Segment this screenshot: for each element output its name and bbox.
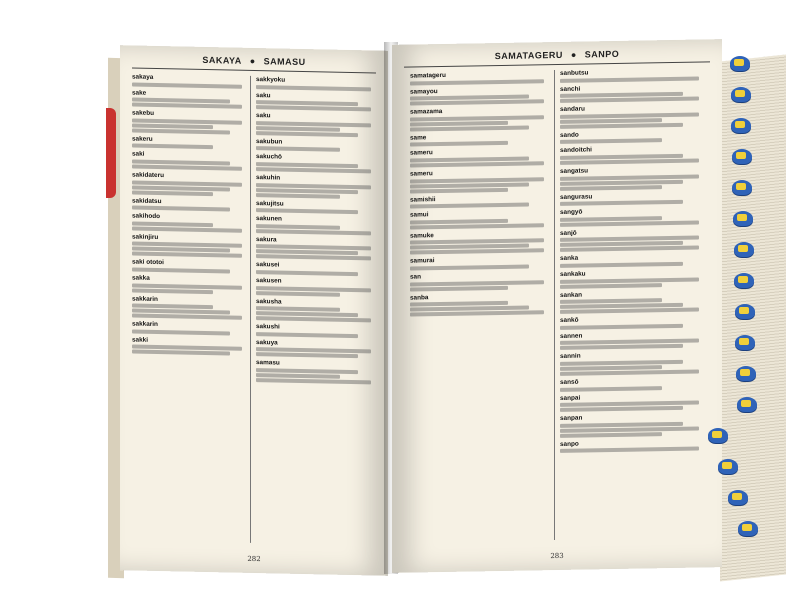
entry-headword: samui [410, 211, 429, 219]
entry-headword: sanbutsu [560, 69, 589, 77]
dictionary-entry [132, 295, 247, 320]
dictionary-entry [560, 129, 705, 144]
entry-headword: sakihodo [132, 212, 161, 221]
column-divider [554, 70, 555, 540]
dictionary-entry [560, 227, 705, 252]
dictionary-entry [560, 330, 705, 350]
header-rule [132, 67, 376, 73]
entry-headword: sakka [132, 274, 150, 282]
definition-line [560, 406, 683, 412]
tab-label-icon [734, 59, 744, 66]
dictionary-entry [132, 135, 247, 150]
thumb-index-tab [728, 490, 748, 505]
definition-line [410, 99, 544, 105]
definition-line [256, 229, 371, 235]
definition-line [560, 200, 683, 206]
dictionary-entry [560, 67, 705, 82]
right-page-column-1 [410, 70, 550, 320]
entry-headword: sakidateru [132, 171, 164, 180]
dictionary-entry [132, 259, 247, 274]
definition-line [132, 226, 242, 232]
dictionary-entry [132, 274, 247, 294]
entry-headword: sando [560, 131, 579, 139]
entry-headword: sakushi [256, 323, 280, 331]
entry-headword: sankō [560, 316, 579, 325]
dictionary-entry [132, 89, 247, 109]
dictionary-entry [256, 153, 376, 173]
dictionary-entry [560, 376, 705, 391]
dictionary-entry [560, 191, 705, 206]
thumb-index-tab [734, 273, 754, 288]
definition-line [256, 193, 340, 199]
dictionary-entry [256, 277, 376, 297]
dictionary-entry [256, 200, 376, 215]
left-page-column-2 [256, 76, 376, 387]
definition-line [410, 310, 544, 316]
thumb-index-tab [731, 87, 751, 102]
definition-line [132, 103, 242, 109]
definition-line [560, 139, 662, 145]
definition-line [410, 187, 508, 193]
definition-line [410, 125, 529, 131]
entry-headword: sanka [560, 254, 579, 263]
definition-line [256, 378, 371, 384]
entry-headword: sanpan [560, 414, 583, 423]
definition-line [560, 344, 683, 350]
page-number: 282 [247, 554, 261, 564]
dictionary-entry [132, 151, 247, 171]
entry-headword: sangatsu [560, 167, 589, 175]
entry-headword: sanjō [560, 229, 577, 237]
definition-line [560, 97, 699, 103]
entry-headword: samurai [410, 257, 435, 265]
dictionary-entry [560, 392, 705, 412]
dictionary-entry [132, 233, 247, 258]
entry-headword: sakusha [256, 297, 282, 306]
entry-headword: samishii [410, 195, 436, 204]
left-page [120, 45, 388, 576]
right-page-column-2 [560, 67, 705, 456]
definition-line [410, 141, 508, 147]
dictionary-entry [410, 86, 550, 106]
left-running-header: SAKAYA ● SAMASU [202, 54, 306, 68]
entry-headword: samatageru [410, 71, 446, 80]
definition-line [132, 314, 242, 320]
dictionary-entry [256, 236, 376, 261]
dictionary-entry [560, 268, 705, 288]
tab-label-icon [732, 493, 742, 500]
dictionary-entry [410, 194, 550, 209]
dictionary-entry [256, 359, 376, 384]
dictionary-entry [560, 438, 705, 453]
thumb-index-tab [735, 335, 755, 350]
entry-headword: sakinjiru [132, 233, 159, 241]
definition-line [132, 288, 213, 294]
dictionary-entry [410, 147, 550, 167]
entry-headword: sakusen [256, 276, 282, 285]
thumb-index-tab [733, 211, 753, 226]
definition-line [132, 206, 230, 212]
definition-line [132, 144, 213, 150]
definition-line [410, 203, 529, 209]
dictionary-entry [560, 289, 705, 314]
definition-line [256, 254, 371, 260]
entry-headword: saki ototoi [132, 258, 164, 267]
dictionary-entry [410, 209, 550, 229]
tab-label-icon [740, 369, 750, 376]
tab-label-icon [722, 462, 732, 469]
definition-line [410, 249, 544, 255]
dictionary-entry [256, 215, 376, 235]
entry-headword: samayou [410, 87, 438, 96]
entry-headword: samasu [256, 359, 280, 367]
thumb-index-tabs [700, 56, 790, 576]
dictionary-entry [256, 261, 376, 276]
entry-headword: saki [132, 150, 145, 159]
entry-headword: sameru [410, 149, 433, 157]
entry-headword: sakura [256, 235, 277, 244]
dictionary-entry [410, 230, 550, 255]
thumb-index-tab [730, 56, 750, 71]
entry-headword: sakkarin [132, 294, 158, 303]
dictionary-entry [560, 413, 705, 438]
entry-headword: sakujitsu [256, 199, 284, 208]
entry-headword: sakaya [132, 73, 154, 81]
dictionary-entry [256, 112, 376, 137]
dictionary-entry [560, 145, 705, 165]
tab-label-icon [739, 307, 749, 314]
page-number: 283 [550, 551, 564, 561]
definition-line [132, 252, 242, 258]
definition-line [560, 185, 662, 191]
dictionary-entry [256, 138, 376, 153]
entry-headword: sanchi [560, 85, 581, 93]
entry-headword: sakuya [256, 338, 278, 347]
right-running-header: SAMATAGERU ● SANPO [494, 48, 620, 62]
tab-label-icon [742, 524, 752, 531]
definition-line [132, 190, 213, 196]
dictionary-entry [132, 73, 247, 88]
entry-headword: san [410, 273, 422, 281]
definition-line [132, 267, 230, 273]
entry-headword: sakubun [256, 137, 283, 146]
dictionary-entry [560, 83, 705, 103]
dictionary-entry [410, 255, 550, 270]
definition-line [410, 285, 508, 291]
entry-headword: sakebu [132, 109, 155, 118]
definition-line [256, 332, 358, 338]
dictionary-entry [132, 110, 247, 135]
tab-label-icon [738, 245, 748, 252]
definition-line [560, 432, 662, 438]
definition-line [560, 262, 683, 268]
definition-line [410, 182, 529, 188]
dictionary-entry [410, 168, 550, 193]
entry-headword: sandoitchi [560, 146, 592, 155]
thumb-index-tab [738, 521, 758, 536]
thumb-index-tab [731, 118, 751, 133]
dictionary-entry [560, 315, 705, 330]
tab-label-icon [736, 152, 746, 159]
tab-label-icon [735, 121, 745, 128]
entry-headword: sameru [410, 170, 433, 178]
definition-line [560, 123, 683, 129]
definition-line [256, 146, 340, 152]
entry-headword: sakidatsu [132, 197, 162, 205]
thumb-index-tab [735, 304, 755, 319]
entry-headword: saku [256, 91, 271, 99]
definition-line [256, 270, 358, 276]
definition-line [256, 105, 371, 111]
definition-line [132, 128, 230, 134]
tab-label-icon [741, 400, 751, 407]
definition-line [560, 324, 683, 330]
entry-headword: sandaru [560, 105, 585, 114]
definition-line [256, 208, 358, 214]
dictionary-entry [560, 351, 705, 376]
definition-line [560, 386, 662, 392]
dictionary-entry [256, 76, 376, 91]
thumb-index-tab [708, 428, 728, 443]
thumb-index-tab [718, 459, 738, 474]
entry-headword: sakusei [256, 261, 280, 269]
entry-headword: sangurasu [560, 192, 593, 201]
left-page-column-1 [132, 73, 247, 359]
definition-line [132, 350, 230, 356]
entry-headword: sanpo [560, 440, 579, 448]
tab-label-icon [738, 276, 748, 283]
entry-headword: sankaku [560, 270, 586, 278]
entry-headword: sakkarin [132, 320, 158, 329]
entry-headword: sakeru [132, 135, 153, 143]
dictionary-entry [256, 323, 376, 338]
dictionary-entry [132, 336, 247, 356]
entry-headword: sakuhin [256, 174, 281, 182]
dictionary-entry [560, 253, 705, 268]
header-right-word: SAMASU [263, 56, 306, 68]
header-left-word: SAMATAGERU [494, 49, 563, 62]
definition-line [410, 264, 529, 270]
thumb-index-tab [732, 180, 752, 195]
entry-headword: sansō [560, 378, 579, 386]
tab-label-icon [739, 338, 749, 345]
entry-headword: sake [132, 89, 147, 97]
dictionary-entry [132, 213, 247, 233]
tab-label-icon [736, 183, 746, 190]
entry-headword: samazama [410, 108, 443, 116]
entry-headword: sannen [560, 332, 583, 340]
thumb-index-tab [737, 397, 757, 412]
entry-headword: sanpai [560, 394, 581, 402]
dictionary-entry [560, 165, 705, 190]
definition-line [560, 283, 662, 289]
entry-headword: sakki [132, 336, 148, 344]
dictionary-entry [132, 321, 247, 336]
right-page [392, 39, 722, 573]
definition-line [560, 179, 683, 185]
dictionary-entry [256, 174, 376, 199]
definition-line [256, 352, 358, 358]
definition-line [132, 329, 230, 335]
dictionary-entry [560, 104, 705, 129]
tab-label-icon [712, 431, 722, 438]
entry-headword: same [410, 134, 427, 142]
dictionary-entry [410, 132, 550, 147]
dictionary-entry [132, 171, 247, 196]
entry-headword: sakkyoku [256, 76, 286, 84]
tab-label-icon [737, 214, 747, 221]
dictionary-entry [256, 298, 376, 323]
definition-line [560, 246, 699, 252]
dictionary-entry [256, 92, 376, 112]
definition-line [256, 131, 358, 137]
header-rule [404, 61, 710, 67]
entry-headword: samuke [410, 231, 434, 240]
tab-label-icon [735, 90, 745, 97]
entry-headword: sakunen [256, 215, 282, 223]
red-bookmark [106, 108, 116, 198]
header-right-word: SANPO [584, 48, 620, 60]
dictionary-entry [410, 70, 550, 85]
entry-headword: sangyō [560, 208, 583, 217]
column-divider [250, 76, 251, 543]
header-left-word: SAKAYA [202, 54, 242, 66]
thumb-index-tab [734, 242, 754, 257]
dictionary-entry [256, 339, 376, 359]
entry-headword: saku [256, 112, 271, 120]
dictionary-entry [410, 292, 550, 317]
dictionary-entry [410, 271, 550, 291]
entry-headword: sankan [560, 291, 583, 299]
entry-headword: sakuchō [256, 153, 282, 161]
definition-line [256, 291, 340, 297]
thumb-index-tab [736, 366, 756, 381]
dictionary-entry [132, 197, 247, 212]
entry-headword: sanba [410, 293, 429, 302]
dictionary-entry [410, 106, 550, 131]
thumb-index-tab [732, 149, 752, 164]
entry-headword: sannin [560, 352, 581, 361]
dictionary-entry [560, 207, 705, 227]
